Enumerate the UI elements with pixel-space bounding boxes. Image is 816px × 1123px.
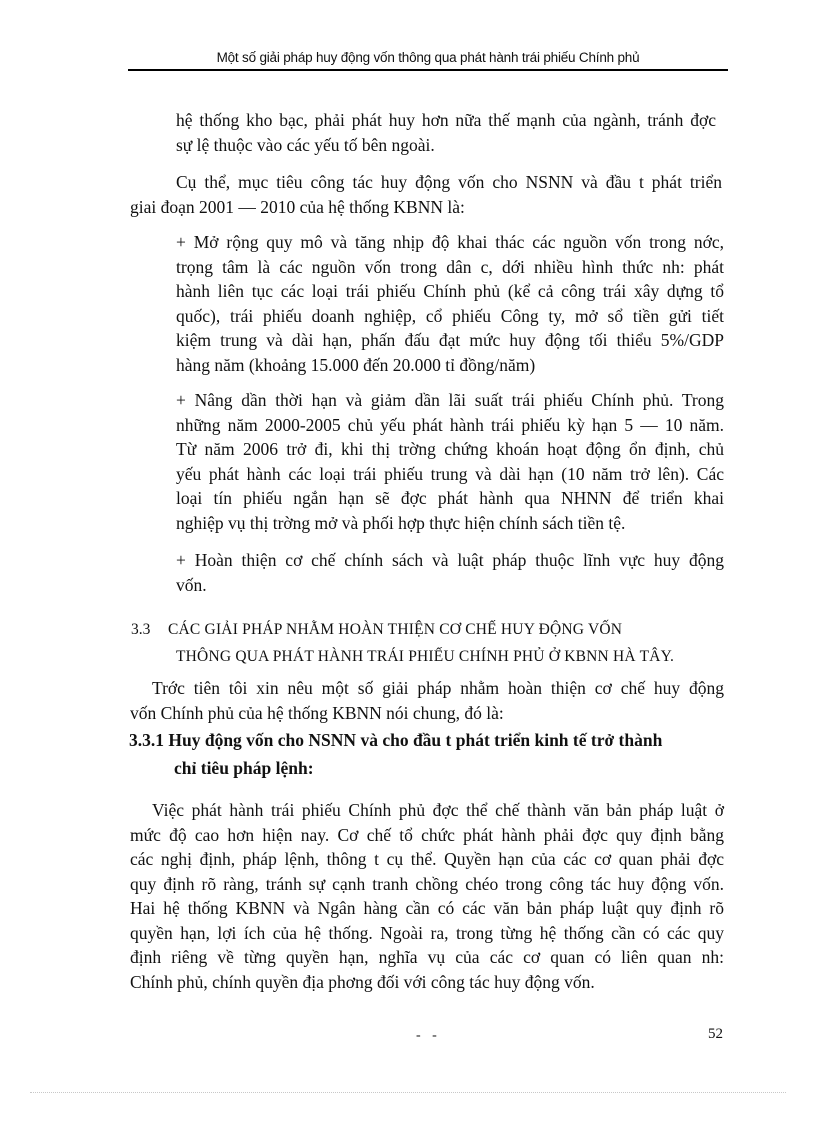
paragraph-1 [176, 108, 716, 157]
text-line: các nghị định, pháp lệnh, thông t cụ thể. Quyền hạn của các cơ quan phải đợc [130, 849, 724, 869]
text-line: Cụ thể, mục tiêu công tác huy động vốn cho NSNN và đầu t phát triển [176, 172, 722, 192]
paragraph-3 [176, 230, 724, 377]
text-line: mức độ cao hơn hiện nay. Cơ chế tổ chức phát hành phải đợc quy định bằng [130, 824, 724, 845]
footer-dashes: - - [416, 1028, 441, 1043]
text-line: quy định rõ ràng, tránh sự cạnh tranh chồng chéo trong công tác huy động vốn. [130, 873, 724, 894]
section-number: 3.3 [131, 621, 151, 638]
text-line: quyền hạn, lợi ích của hệ thống. Ngoài ra, trong từng hệ thống cần có các quy [130, 922, 724, 943]
text-line: + Hoàn thiện cơ chế chính sách và luật pháp thuộc lĩnh vực huy động [176, 550, 724, 570]
text-line: Trớc tiên tôi xin nêu một số giải pháp nhằm hoàn thiện cơ chế huy động [152, 678, 724, 698]
paragraph-2 [130, 170, 722, 219]
paragraph-6 [130, 676, 724, 725]
text-line: hàng năm (khoảng 15.000 đến 20.000 tỉ đồng/năm) [176, 354, 536, 375]
text-line: Việc phát hành trái phiếu Chính phủ đợc thể chế thành văn bản pháp luật ở [152, 800, 724, 820]
text-line: trọng tâm là các nguồn vốn trong dân c, dới nhiều hình thức nh: phát [176, 256, 724, 277]
text-line: giai đoạn 2001 — 2010 của hệ thống KBNN là: [130, 196, 465, 217]
page-number: 52 [708, 1026, 723, 1042]
paragraph-5 [176, 548, 724, 597]
subsection-heading-line-2: chỉ tiêu pháp lệnh: [174, 758, 314, 778]
header-rule [128, 69, 728, 71]
text-line: + Mở rộng quy mô và tăng nhịp độ khai thác các nguồn vốn trong nớc, [176, 232, 724, 252]
text-line: hệ thống kho bạc, phải phát huy hơn nữa thế mạnh của ngành, tránh đợc [176, 110, 716, 130]
text-line: định riêng về từng quyền hạn, nghĩa vụ của các cơ quan có liên quan nh: [130, 947, 724, 967]
text-line: vốn Chính phủ của hệ thống KBNN nói chung, đó là: [130, 702, 504, 723]
text-line: quốc), trái phiếu doanh nghiệp, cổ phiếu Công ty, mở sổ tiền gửi tiết [176, 305, 724, 326]
paragraph-7 [130, 798, 724, 994]
section-title-line-2: THÔNG QUA PHÁT HÀNH TRÁI PHIẾU CHÍNH PHỦ Ở KBNN HÀ TÂY. [176, 648, 675, 665]
subsection-heading [129, 726, 723, 782]
text-line: Hai hệ thống KBNN và Ngân hàng cần có các văn bản pháp luật quy định rõ [130, 898, 724, 918]
paragraph-4 [176, 388, 724, 535]
text-line: loại tín phiếu ngắn hạn sẽ đợc phát hành qua NHNN để triển khai [176, 488, 724, 508]
section-title-line-1: CÁC GIẢI PHÁP NHẰM HOÀN THIỆN CƠ CHẾ HUY ĐỘNG VỐN [168, 621, 623, 638]
text-line: sự lệ thuộc vào các yếu tố bên ngoài. [176, 134, 435, 155]
text-line: nghiệp vụ thị trờng mở và phối hợp thực hiện chính sách tiền tệ. [176, 512, 626, 533]
text-line: những năm 2000-2005 chủ yếu phát hành trái phiếu kỳ hạn 5 — 10 năm. [176, 414, 724, 435]
running-header: Một số giải pháp huy động vốn thông qua phát hành trái phiếu Chính phủ [216, 50, 640, 65]
text-line: vốn. [176, 574, 207, 595]
text-line: kiệm trung và dài hạn, phấn đấu đạt mức huy động tối thiểu 5%/GDP [176, 330, 724, 350]
text-line: hành liên tục các loại trái phiếu Chính phủ (kể cả công trái xây dựng tổ [176, 281, 724, 301]
text-line: Chính phủ, chính quyền địa phơng đối với công tác huy động vốn. [130, 971, 595, 992]
text-line: Từ năm 2006 trở đi, khi thị trờng chứng khoán hoạt động ổn định, chủ [176, 439, 724, 459]
text-line: + Nâng dần thời hạn và giảm dần lãi suất trái phiếu Chính phủ. Trong [176, 390, 724, 410]
subsection-heading-line-1: 3.3.1 Huy động vốn cho NSNN và cho đầu t phát triển kinh tế trở thành [129, 730, 663, 750]
footer-dotted-rule [30, 1092, 786, 1093]
text-line: yếu phát hành các loại trái phiếu trung và dài hạn (10 năm trở lên). Các [176, 463, 724, 484]
